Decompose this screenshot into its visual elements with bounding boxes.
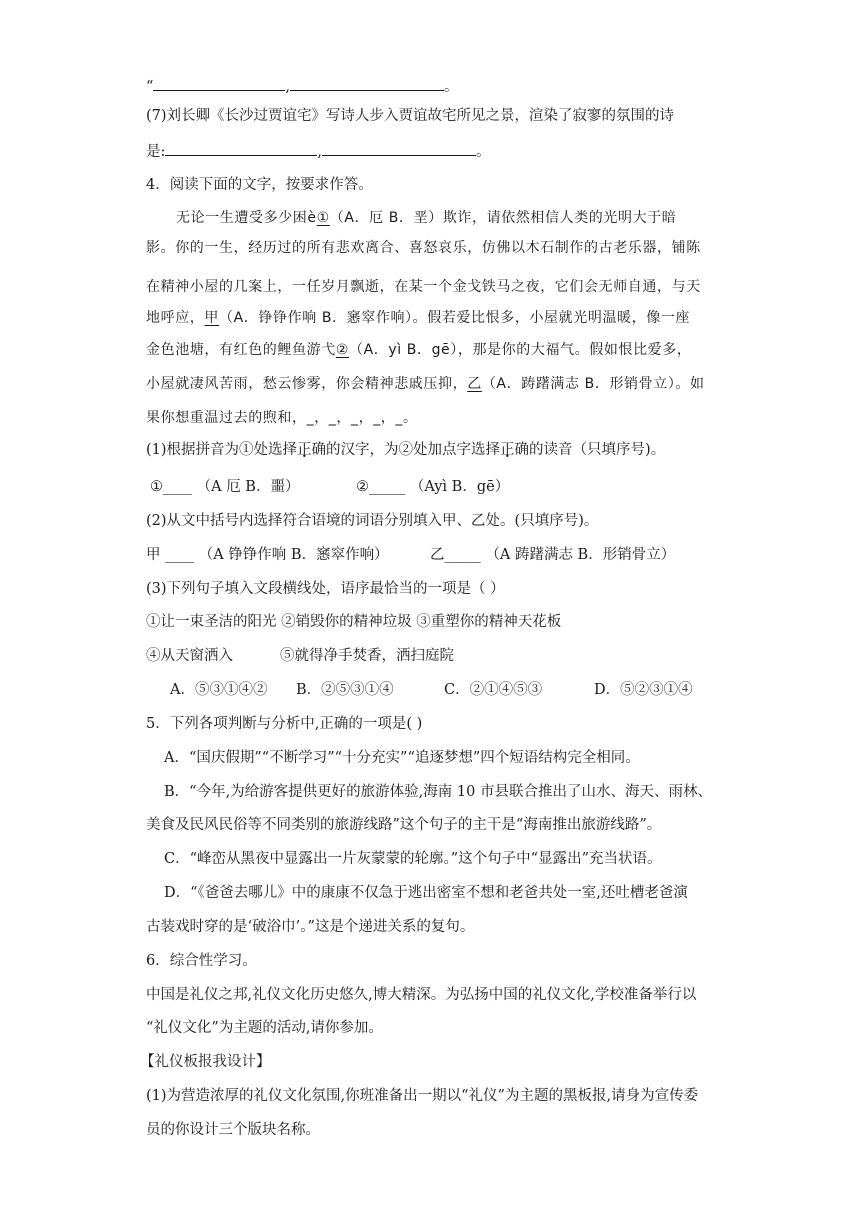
answer-blank[interactable] xyxy=(165,141,317,156)
option-a[interactable]: A．⑤③①④② xyxy=(170,682,268,698)
q4-sub3-sentences1: ①让一束圣洁的阳光 ②销毁你的精神垃圾 ③重塑你的精神天花板 xyxy=(146,614,562,630)
option-b[interactable]: B．②⑤③①④ xyxy=(296,682,394,698)
q3-item7-line1: (7)刘长卿《长沙过贾谊宅》写诗人步入贾谊故宅所见之景，渲染了寂寥的氛围的诗 xyxy=(146,108,675,124)
q6-intro-line2: “礼仪文化”为主题的活动,请你参加。 xyxy=(146,1020,383,1036)
q5-title: 5．下列各项判断与分析中,正确的一项是( ) xyxy=(146,716,423,732)
q4-passage-line1: 无论一生遭受多少困è①（A．厄 B．垩）欺诈，请依然相信人类的光明大于暗 xyxy=(176,210,677,226)
q6-intro-line1: 中国是礼仪之邦,礼仪文化历史悠久,博大精深。为弘扬中国的礼仪文化,学校准备举行以 xyxy=(146,987,697,1003)
q4-title: 4．阅读下面的文字，按要求作答。 xyxy=(146,177,373,193)
q4-passage-line6: 小屋就凄风苦雨，愁云惨雾，你会精神悲戚压抑，乙（A．踌躇满志 B．形销骨立）。如 xyxy=(146,376,705,392)
answer-blank[interactable] xyxy=(153,76,285,91)
q5-option-b-line1[interactable]: B．“今年,为给游客提供更好的旅游体验,海南 10 市县联合推出了山水、海天、雨林、 xyxy=(164,784,712,800)
answer-blank[interactable] xyxy=(290,76,444,91)
q4-sub3-sentence5: ⑤就得净手焚香，洒扫庭院 xyxy=(280,648,454,664)
q4-passage-line7: 果你想重温过去的煦和，_，_，_，_，_。 xyxy=(146,410,418,426)
q3-item6-line: “ , 。 xyxy=(146,76,459,97)
blank-mark-1: ① xyxy=(316,210,330,226)
q6-sub1-line1: (1)为营造浓厚的礼仪文化氛围,你班准备出一期以“礼仪”为主题的黑板报,请身为宣传委 xyxy=(146,1088,699,1104)
q6-sub1-line2: 员的你设计三个版块名称。 xyxy=(146,1122,320,1138)
q5-option-d-line1[interactable]: D．“《爸爸去哪儿》中的康康不仅急于逃出密室不想和老爸共处一室,还吐槽老爸演 xyxy=(164,885,688,901)
q4-sub3: (3)下列句子填入文段横线处，语序最恰当的一项是（ ） xyxy=(146,581,505,597)
q4-sub3-sentence4: ④从天窗洒入 xyxy=(146,648,233,664)
q4-sub1-answer2[interactable]: ②_____ （Ayì B．gē） xyxy=(356,479,510,495)
q4-sub1-answer1[interactable]: ①____ （A 厄 B．噩） xyxy=(150,479,300,495)
blank-jia: 甲 xyxy=(204,310,220,326)
q4-passage-line5: 金色池塘，有红色的鲤鱼游弋②（A．yì B．gē），那是你的大福气。假如恨比爱多， xyxy=(146,342,692,358)
q6-section-title: 【礼仪板报我设计】 xyxy=(140,1054,271,1070)
q5-option-c[interactable]: C．“峰峦从黑夜中显露出一片灰蒙蒙的轮廓。”这个句子中“显露出”充当状语。 xyxy=(164,851,662,867)
blank-mark-2: ② xyxy=(335,342,349,358)
q5-option-d-line2: 古装戏时穿的是‘破浴巾’。”这是个递进关系的复句。 xyxy=(146,919,475,935)
q5-option-a[interactable]: A．“国庆假期”“不断学习”“十分充实”“追逐梦想”四个短语结构完全相同。 xyxy=(164,750,640,766)
option-c[interactable]: C．②①④⑤③ xyxy=(444,682,543,698)
q6-title: 6．综合性学习。 xyxy=(146,953,257,969)
option-d[interactable]: D．⑤②③①④ xyxy=(594,682,693,698)
q4-sub2-answer-jia[interactable]: 甲 ____ （A 铮铮作响 B．窸窣作响） xyxy=(146,547,389,563)
q4-passage-line3: 在精神小屋的几案上，一任岁月飘逝，在某一个金戈铁马之夜，它们会无师自通，与天 xyxy=(146,279,701,295)
q4-passage-line4: 地呼应，甲（A．铮铮作响 B．窸窣作响）。假若爱比恨多，小屋就光明温暖，像一座 xyxy=(146,310,691,326)
q4-sub2-answer-yi[interactable]: 乙_____ （A 踌躇满志 B．形销骨立） xyxy=(430,547,676,563)
q3-item7-line2: 是: , 。 xyxy=(146,141,491,162)
answer-blank[interactable] xyxy=(322,141,476,156)
blank-yi: 乙 xyxy=(467,376,482,392)
q4-passage-line2: 影。你的一生，经历过的所有悲欢离合、喜怒哀乐，仿佛以木石制作的古老乐器，铺陈 xyxy=(146,240,701,256)
q5-option-b-line2: 美食及民风民俗等不同类别的旅游线路”这个句子的主干是“海南推出旅游线路”。 xyxy=(146,817,662,833)
q4-sub2: (2)从文中括号内选择符合语境的词语分别填入甲、乙处。(只填序号)。 xyxy=(146,513,599,529)
q4-sub1: (1)根据拼音为①处选择正确的汉字，为②处加点字选择正确的读音（只填序号)。 xyxy=(146,442,666,458)
